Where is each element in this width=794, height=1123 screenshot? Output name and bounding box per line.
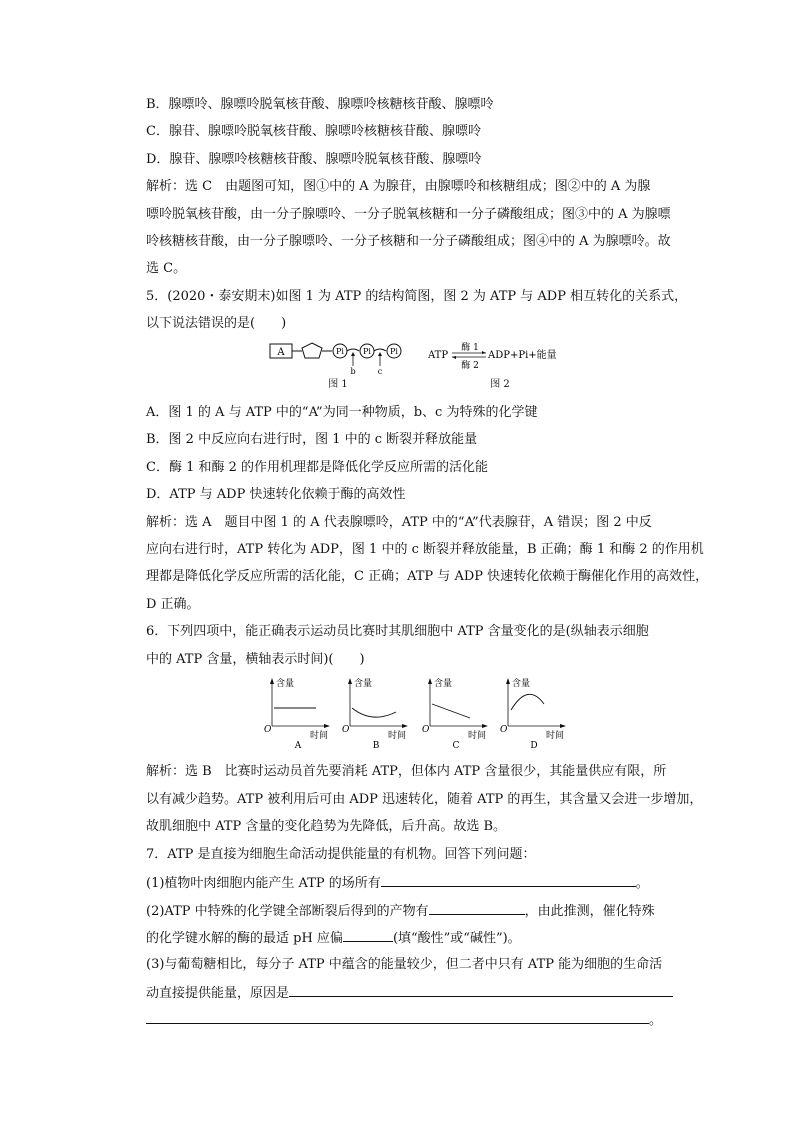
answer-blank-2[interactable]: [429, 900, 525, 915]
graph-label: C: [452, 741, 460, 750]
q5-analysis-line: D 正确。: [146, 597, 200, 612]
q4-analysis-line: 嘌呤脱氧核苷酸，由一分子腺嘌呤、一分子脱氧核糖和一分子磷酸组成；图③中的 A 为腺嘌: [146, 207, 671, 222]
q6-analysis-line: 以有减少趋势。ATP 被利用后可由 ADP 迅速转化，随着 ATP 的再生，其含量又会进一步增加，: [146, 792, 703, 807]
q5-option-c: C．酶 1 和酶 2 的作用机理都是降低化学反应所需的活化能: [146, 460, 489, 475]
origin-label: O: [342, 725, 350, 735]
bond-b-label: b: [350, 367, 356, 376]
q7-part3-end: 。: [649, 1013, 663, 1028]
x-axis-label: 时间: [388, 731, 407, 741]
q4-option-b: B．腺嘌呤、腺嘌呤脱氧核苷酸、腺嘌呤核糖核苷酸、腺嘌呤: [146, 97, 494, 112]
x-axis-label: 时间: [546, 731, 565, 741]
q5-stem: 以下说法错误的是( ): [146, 316, 287, 331]
q6-stem: 6．下列四项中，能正确表示运动员比赛时其肌细胞中 ATP 含量变化的是(纵轴表示细胞: [146, 624, 649, 639]
q6-analysis-line: 故肌细胞中 ATP 含量的变化趋势为先降低，后升高。故选 B。: [146, 819, 507, 834]
atp-content-graph-d: [498, 674, 570, 750]
q7-part3-line1: (3)与葡萄糖相比，每分子 ATP 中蕴含的能量较少，但二者中只有 ATP 能为细胞的生命活: [146, 957, 663, 972]
atp-content-graph-b: [340, 674, 412, 750]
curve-d: [511, 694, 544, 710]
q5-analysis-line: 应向右进行时，ATP 转化为 ADP，图 1 中的 c 断裂并释放能量，B 正确；酶 1 和酶 2 的作用机: [146, 542, 704, 557]
origin-label: O: [422, 725, 430, 735]
q7-part2-text-a: (2)ATP 中特殊的化学键全部断裂后得到的产物有: [146, 904, 429, 919]
q7-part3-text: 动直接提供能量，原因是: [146, 986, 290, 1001]
ribose-pentagon: [302, 343, 322, 358]
answer-blank-5[interactable]: [146, 1009, 649, 1024]
q5-option-b: B．图 2 中反应向右进行时，图 1 中的 c 断裂并释放能量: [146, 432, 478, 447]
bond-c-label: c: [377, 367, 383, 376]
q5-analysis-line: 解析：选 A 题目中图 1 的 A 代表腺嘌呤，ATP 中的“A”代表腺苷，A 错误；图 2 中反: [146, 515, 652, 530]
q7-part1: [146, 872, 649, 894]
graph-label: D: [530, 741, 538, 750]
enzyme-2-label: 酶 2: [461, 361, 479, 371]
q4-option-c: C．腺苷、腺嘌呤脱氧核苷酸、腺嘌呤核糖核苷酸、腺嘌呤: [146, 124, 481, 139]
y-axis-label: 含量: [354, 679, 373, 689]
q7-part2-line2-b: (填“酸性”或“碱性”)。: [392, 931, 521, 946]
q5-stem: 5．(2020・泰安期末)如图 1 为 ATP 的结构简图，图 2 为 ATP 与 ADP 相互转化的关系式，: [146, 289, 688, 304]
y-axis-label: 含量: [434, 679, 453, 689]
q5-analysis-line: 理都是降低化学反应所需的活化能，C 正确；ATP 与 ADP 快速转化依赖于酶催化作用的高效性，: [146, 569, 709, 584]
pi-label: Pi: [336, 347, 344, 356]
answer-blank-3[interactable]: [343, 927, 393, 942]
pi-label: Pi: [363, 347, 371, 356]
q4-option-d: D．腺苷、腺嘌呤核糖核苷酸、腺嘌呤脱氧核苷酸、腺嘌呤: [146, 152, 482, 167]
q7-part2-text-b: ，由此推测，催化特殊: [524, 904, 655, 919]
curve-b: [352, 708, 396, 717]
q7-part2-line2-a: 的化学键水解的酶的最适 pH 应偏: [146, 931, 343, 946]
q7-part3-line3: [146, 1009, 662, 1031]
q7-part3-line2: [146, 982, 673, 1004]
q7-part1-end: 。: [635, 876, 649, 891]
answer-blank-1[interactable]: [381, 872, 636, 887]
origin-label: O: [264, 725, 272, 735]
atp-content-graph-c: [420, 674, 492, 750]
figure-1-caption: 图 1: [328, 379, 348, 390]
answer-blank-4[interactable]: [289, 982, 673, 997]
x-axis-label: 时间: [310, 731, 329, 741]
atp-content-graph-a: [262, 674, 334, 750]
q6-analysis-line: 解析：选 B 比赛时运动员首先要消耗 ATP，但体内 ATP 含量很少，其能量供应有限，所: [146, 764, 667, 779]
equation-right: ADP+Pi+能量: [488, 350, 557, 361]
q7-part2-line1: [146, 900, 655, 922]
q6-stem: 中的 ATP 含量，横轴表示时间)( ): [146, 652, 365, 667]
q4-analysis-line: 解析：选 C 由题图可知，图①中的 A 为腺苷，由腺嘌呤和核糖组成；图②中的 A 为腺: [146, 179, 651, 194]
q5-option-a: A．图 1 的 A 与 ATP 中的“A”为同一种物质，b、c 为特殊的化学键: [146, 405, 538, 420]
q7-part1-text: (1)植物叶肉细胞内能产生 ATP 的场所有: [146, 876, 381, 891]
atp-adp-equation-figure: [428, 338, 578, 374]
q4-analysis-line: 选 C。: [146, 261, 187, 276]
y-axis-label: 含量: [512, 679, 531, 689]
graph-label: B: [372, 741, 380, 750]
graph-label: A: [294, 741, 302, 750]
curve-c: [432, 704, 470, 718]
q5-option-d: D．ATP 与 ADP 快速转化依赖于酶的高效性: [146, 487, 406, 502]
adenine-box-label: A: [277, 347, 285, 358]
x-axis-label: 时间: [468, 731, 487, 741]
figure-2-caption: 图 2: [490, 379, 510, 390]
pi-label: Pi: [390, 347, 398, 356]
q7-stem: 7．ATP 是直接为细胞生命活动提供能量的有机物。回答下列问题：: [146, 847, 536, 862]
enzyme-1-label: 酶 1: [461, 343, 479, 353]
equation-left: ATP: [428, 350, 449, 361]
y-axis-label: 含量: [276, 679, 295, 689]
origin-label: O: [500, 725, 508, 735]
q4-analysis-line: 呤核糖核苷酸，由一分子腺嘌呤、一分子核糖和一分子磷酸组成；图④中的 A 为腺嘌呤。故: [146, 234, 671, 249]
q7-part2-line2: [146, 927, 521, 949]
